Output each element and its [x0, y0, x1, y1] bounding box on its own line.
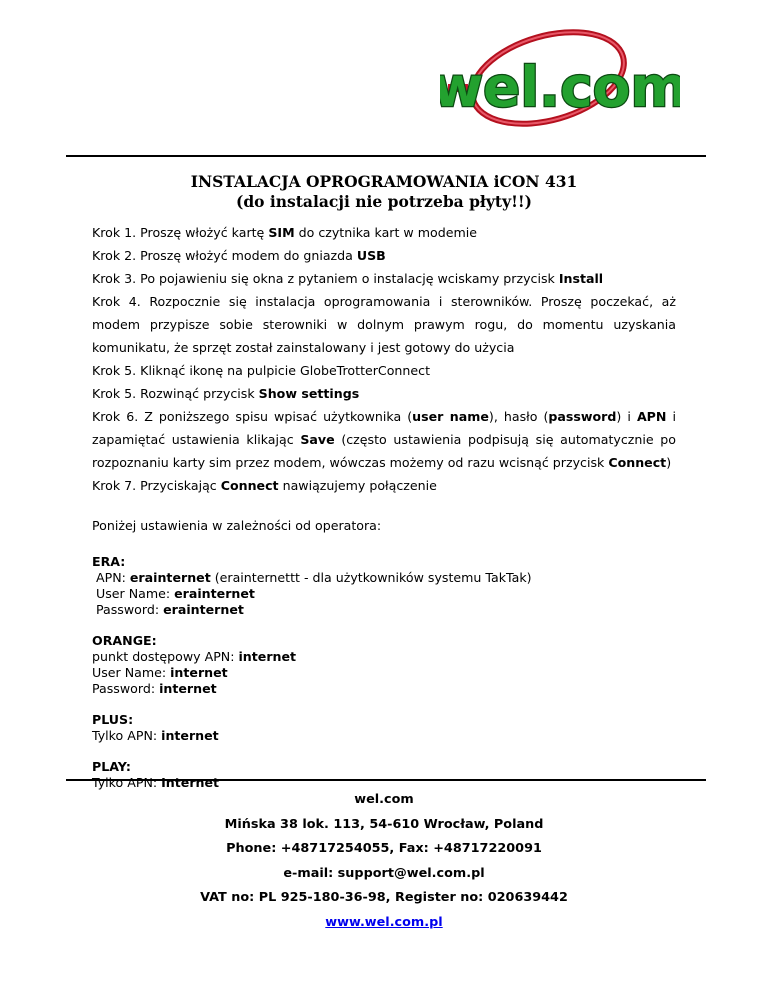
- step-bold-text: SIM: [268, 225, 295, 240]
- page-title: INSTALACJA OPROGRAMOWANIA iCON 431: [190, 172, 578, 191]
- step-text: Krok 7. Przyciskając: [92, 478, 221, 493]
- setting-bold-text: internet: [238, 649, 297, 664]
- step-8: [92, 474, 676, 497]
- footer-address: Mińska 38 lok. 113, 54-610 Wrocław, Poland: [224, 816, 544, 832]
- setting-text: User Name:: [92, 665, 171, 680]
- setting-text: Password:: [92, 681, 160, 696]
- step-bold-text: user name: [412, 409, 489, 424]
- setting-bold-text: internet: [161, 728, 219, 743]
- setting-bold-text: erainternet: [174, 586, 255, 601]
- step-4: [92, 290, 676, 359]
- footer-company: wel.com: [354, 792, 414, 807]
- operators-list: [92, 554, 676, 791]
- operator-block: [92, 759, 676, 791]
- footer-phone: Phone: +48717254055, Fax: +48717220091: [226, 841, 542, 857]
- logo-text: wel.com: [440, 55, 680, 119]
- setting-bold-text: Internet: [161, 775, 220, 790]
- operators-intro: Poniżej ustawienia w zależności od operatora:: [92, 518, 382, 533]
- step-text: nawiązujemy połączenie: [278, 478, 437, 493]
- operator-block: [92, 712, 676, 744]
- operator-name: PLAY:: [92, 759, 131, 774]
- step-text: Krok 1. Proszę włożyć kartę: [92, 225, 269, 240]
- operator-setting: [92, 681, 676, 697]
- setting-text: punkt dostępowy APN:: [92, 649, 239, 664]
- setting-bold-text: internet: [170, 665, 228, 680]
- operator-name: ORANGE:: [92, 633, 157, 648]
- operator-setting: [92, 602, 676, 618]
- step-1: [92, 221, 676, 244]
- top-divider: [66, 155, 706, 157]
- step-text: do czytnika kart w modemie: [294, 225, 477, 240]
- operator-name: PLUS:: [92, 712, 134, 727]
- wel-com-logo: [440, 22, 680, 140]
- steps-list: [92, 221, 676, 497]
- setting-text: Tylko APN:: [92, 775, 162, 790]
- step-bold-text: APN: [636, 409, 667, 424]
- step-7: [92, 405, 676, 474]
- step-text: ): [666, 455, 672, 470]
- step-text: Krok 2. Proszę włożyć modem do gniazda: [92, 248, 357, 263]
- step-bold-text: Install: [558, 271, 604, 286]
- step-text: Krok 3. Po pojawieniu się okna z pytaniem o instalację wciskamy przycisk: [92, 271, 559, 286]
- step-text: Krok 5. Rozwinąć przycisk: [92, 386, 259, 401]
- setting-text: Tylko APN:: [92, 728, 162, 743]
- step-bold-text: Save: [300, 432, 335, 447]
- step-text: Krok 6. Z poniższego spisu wpisać użytkownika (: [92, 409, 413, 424]
- operator-name: ERA:: [92, 554, 126, 569]
- setting-text: APN:: [96, 570, 130, 585]
- footer: [0, 788, 768, 936]
- page-subtitle: (do instalacji nie potrzeba płyty!!): [235, 192, 533, 211]
- step-text: Krok 5. Kliknąć ikonę na pulpicie GlobeTrotterConnect: [92, 363, 431, 378]
- setting-bold-text: erainternet: [163, 602, 244, 617]
- step-bold-text: Connect: [608, 455, 667, 470]
- logo-graphic: [440, 22, 680, 140]
- step-text: ), hasło (: [488, 409, 549, 424]
- step-bold-text: Connect: [220, 478, 279, 493]
- step-bold-text: USB: [356, 248, 386, 263]
- step-5: [92, 359, 676, 382]
- operator-block: [92, 633, 676, 697]
- setting-text: (erainternettt - dla użytkowników systemu TakTak): [210, 570, 532, 585]
- operator-setting: [92, 586, 676, 602]
- footer-email: e-mail: support@wel.com.pl: [283, 865, 485, 881]
- step-6: [92, 382, 676, 405]
- operator-setting: [92, 728, 676, 744]
- step-bold-text: password: [548, 409, 617, 424]
- instructions-body: [92, 221, 676, 806]
- setting-bold-text: internet: [159, 681, 217, 696]
- operator-setting: [92, 665, 676, 681]
- website-link[interactable]: www.wel.com.pl: [325, 914, 443, 930]
- step-text: Krok 4. Rozpocznie się instalacja oprogramowania i sterowników. Proszę poczekać, aż modem przypisze sobie sterowniki w dolnym prawym rogu, do momentu uzyskania komunikatu, że sprzęt został zainstalowany i jest gotowy do użycia: [92, 294, 676, 355]
- step-2: [92, 244, 676, 267]
- operator-setting: [92, 570, 676, 586]
- setting-bold-text: erainternet: [129, 570, 211, 585]
- step-bold-text: Show settings: [258, 386, 360, 401]
- step-text: ) i: [616, 409, 637, 424]
- step-3: [92, 267, 676, 290]
- step-text: i zapamiętać ustawienia klikając: [92, 409, 677, 447]
- step-text: (często ustawienia podpisują się automatycznie po rozpoznaniu karty sim przez modem, wówczas możemy od razu wcisnąć przycisk: [92, 432, 676, 470]
- bottom-divider: [66, 779, 706, 781]
- footer-vat: VAT no: PL 925-180-36-98, Register no: 020639442: [200, 890, 568, 906]
- operator-setting: [92, 649, 676, 665]
- operator-block: [92, 554, 676, 618]
- setting-text: Password:: [96, 602, 164, 617]
- setting-text: User Name:: [96, 586, 175, 601]
